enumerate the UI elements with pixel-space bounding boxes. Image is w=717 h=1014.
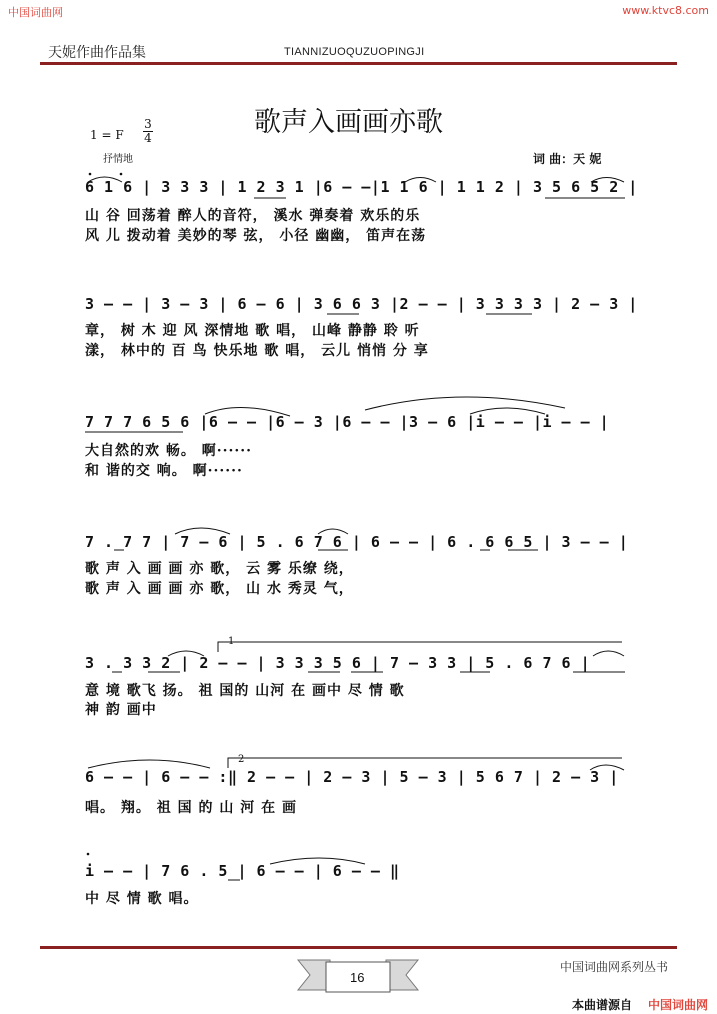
page-number: 16 (350, 970, 365, 985)
collection-title: 天妮作曲作品集 (48, 45, 146, 61)
lyric-row-4-verse-2: 歌 声 入 画 画 亦 歌， 山 水 秀灵 气， (85, 581, 354, 597)
lyric-row-2-verse-2: 漾， 林中的 百 鸟 快乐地 歌 唱， 云儿 悄悄 分 享 (85, 343, 429, 359)
watermark-left: 中国词曲网 (8, 6, 63, 19)
notation-row-5: 3 . 3 3 2 | 2 — — | 3 3 3 5 6 | 7 — 3 3 | 5 . 6 7 6 | (85, 654, 591, 672)
notation-row-2: 3 — — | 3 — 3 | 6 — 6 | 3 6 6 3 |2 — — | 3 3 3 3 | 2 — 3 | (85, 295, 638, 313)
song-title: 歌声入画画亦歌 (254, 107, 443, 138)
notation-row-1: 6 1 6 | 3 3 3 | 1 2 3 1 |6 — —|1 1 6 | 1 1 2 | 3 5 6 5 2 | (85, 178, 638, 196)
watermark-right: www.ktvc8.com (622, 4, 709, 17)
notation-row-4: 7 . 7 7 | 7 — 6 | 5 . 6 7 6 | 6 — — | 6 . 6 6 5 | 3 — — | (85, 533, 629, 551)
series-name: 中国词曲网系列丛书 (560, 960, 669, 974)
lyric-row-1-verse-1: 山 谷 回荡着 醉人的音符， 溪水 弹奏着 欢乐的乐 (85, 208, 421, 224)
notation-row-7: i — — | 7 6 . 5 | 6 — — | 6 — — ‖ (85, 862, 400, 880)
notation-row-6: 6 — — | 6 — — :‖ 2 — — | 2 — 3 | 5 — 3 | 5 6 7 | 2 — 3 | (85, 768, 619, 786)
lyric-row-6-verse-1: 唱。 翔。 祖 国 的 山 河 在 画 (85, 800, 297, 816)
time-top: 3 (144, 117, 152, 131)
collection-pinyin: TIANNIZUOQUZUOPINGJI (284, 46, 425, 58)
ribbon-left-tail (298, 960, 330, 990)
lyric-row-2-verse-1: 章， 树 木 迎 风 深情地 歌 唱， 山峰 静静 聆 听 (85, 323, 420, 339)
notation-row-3: 7 7 7 6 5 6 |6 — — |6 — 3 |6 — — |3 — 6 |i — — |i — — | (85, 413, 610, 431)
time-bottom: 4 (144, 131, 152, 145)
lyric-row-1-verse-2: 风 儿 拨动着 美妙的琴 弦， 小径 幽幽， 笛声在荡 (85, 228, 427, 244)
source-prefix: 本曲谱源自 (572, 998, 633, 1012)
volta-second-label: 2 (238, 754, 245, 765)
source-site: 中国词曲网 (648, 998, 709, 1012)
lyric-row-4-verse-1: 歌 声 入 画 画 亦 歌， 云 雾 乐缭 绕， (85, 561, 354, 577)
lyric-row-5-verse-2: 神 韵 画中 (85, 702, 157, 718)
key-signature: 1 = F (90, 128, 124, 142)
credits: 词 曲：天 妮 (533, 152, 602, 166)
lyric-row-3-verse-2: 和 谐的交 响。 啊······ (85, 463, 243, 479)
lyric-row-5-verse-1: 意 境 歌飞 扬。 祖 国的 山河 在 画中 尽 情 歌 (85, 683, 405, 699)
expression-mark: 抒情地 (103, 154, 133, 165)
ribbon-right-tail (386, 960, 418, 990)
lyric-row-7-verse-1: 中 尽 情 歌 唱。 (85, 891, 199, 907)
lyric-row-3-verse-1: 大自然的欢 畅。 啊······ (85, 443, 252, 459)
volta-first-label: 1 (228, 636, 235, 647)
